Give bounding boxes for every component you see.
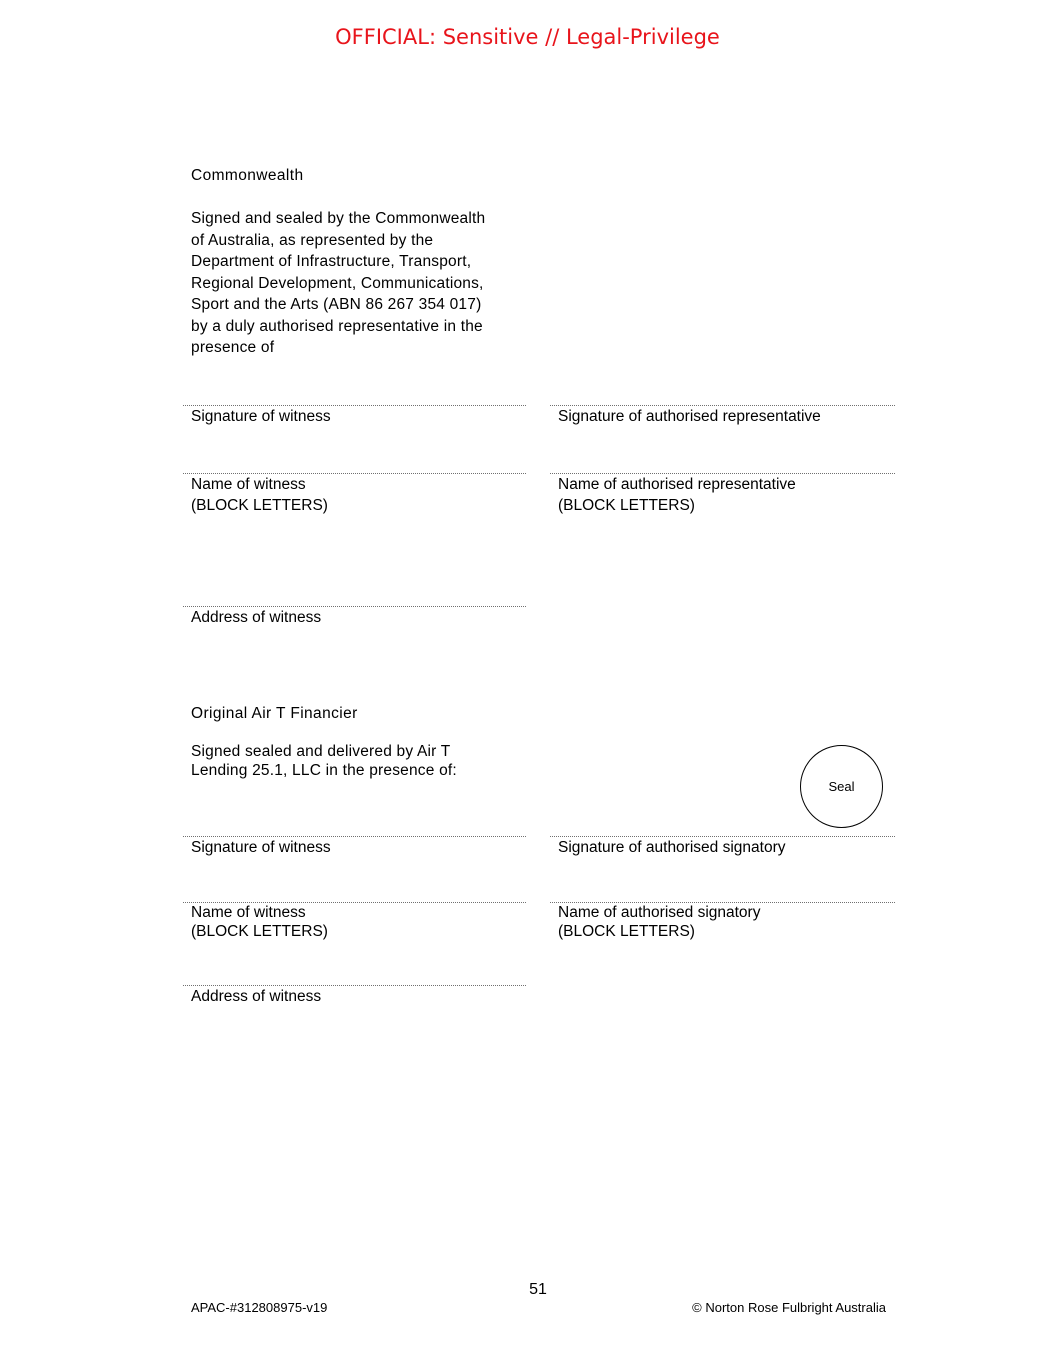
label-text: Name of authorised signatory <box>558 904 761 921</box>
clause-line: by a duly authorised representative in the <box>191 317 483 335</box>
clause-line: presence of <box>191 339 275 356</box>
clause-line: Department of Infrastructure, Transport, <box>191 253 472 270</box>
classification-banner: OFFICIAL: Sensitive // Legal-Privilege <box>335 25 720 49</box>
witness-address-label: Address of witness <box>191 609 322 626</box>
commonwealth-execution-clause <box>191 208 531 359</box>
witness-signature-label: Signature of witness <box>191 408 331 425</box>
representative-name-label <box>558 474 796 516</box>
witness-address-label: Address of witness <box>191 988 322 1005</box>
clause-line: Lending 25.1, LLC in the presence of: <box>191 762 457 779</box>
clause-line: Sport and the Arts (ABN 86 267 354 017) <box>191 296 482 313</box>
commonwealth-heading: Commonwealth <box>191 167 304 184</box>
witness-signature-label: Signature of witness <box>191 839 331 856</box>
page-number: 51 <box>529 1281 547 1298</box>
seal-circle <box>800 745 883 828</box>
financier-execution-clause <box>191 742 531 780</box>
copyright-notice: © Norton Rose Fulbright Australia <box>692 1300 886 1315</box>
clause-line: Signed and sealed by the Commonwealth <box>191 210 486 227</box>
label-text: Name of authorised representative <box>558 476 796 493</box>
label-text: Name of witness <box>191 476 306 493</box>
signatory-signature-label: Signature of authorised signatory <box>558 839 786 856</box>
representative-signature-label: Signature of authorised representative <box>558 408 821 425</box>
label-note: (BLOCK LETTERS) <box>558 497 695 514</box>
witness-name-label <box>191 903 328 941</box>
label-text: Name of witness <box>191 904 306 921</box>
label-note: (BLOCK LETTERS) <box>191 923 328 940</box>
label-note: (BLOCK LETTERS) <box>558 923 695 940</box>
witness-name-label <box>191 474 328 516</box>
clause-line: Regional Development, Communications, <box>191 274 484 292</box>
seal-label: Seal <box>828 779 855 794</box>
signatory-name-label <box>558 903 760 941</box>
clause-line: of Australia, as represented by the <box>191 231 434 249</box>
financier-heading: Original Air T Financier <box>191 705 358 722</box>
clause-line: Signed sealed and delivered by Air T <box>191 743 451 760</box>
label-note: (BLOCK LETTERS) <box>191 497 328 514</box>
document-reference: APAC-#312808975-v19 <box>191 1300 328 1315</box>
